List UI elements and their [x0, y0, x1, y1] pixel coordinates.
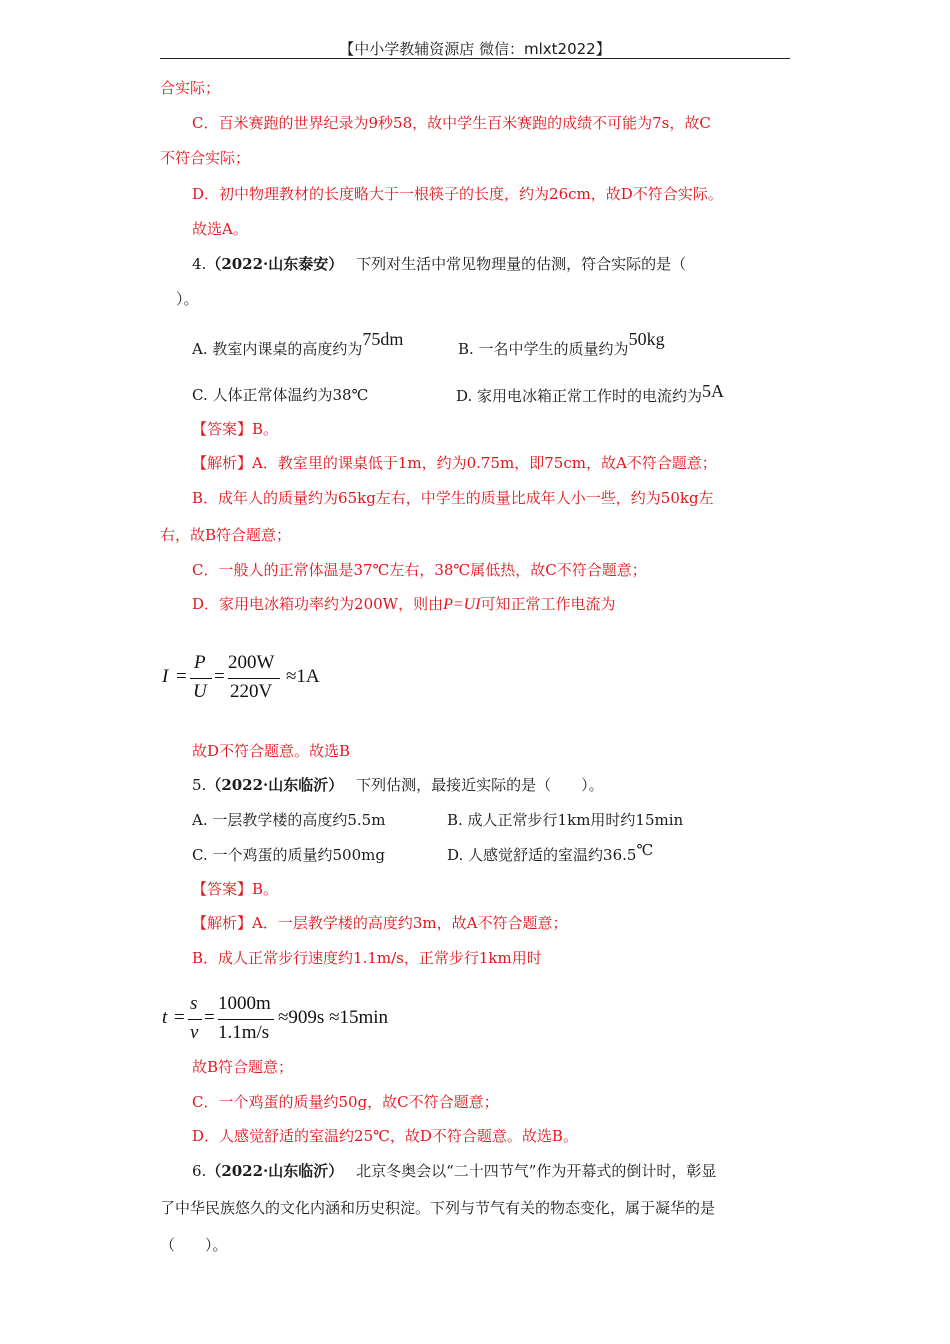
explanation-text: 可知正常工作电流为	[480, 595, 616, 613]
question-5-stem	[192, 775, 604, 795]
fraction-bar	[188, 1019, 202, 1020]
question-text: 了中华民族悠久的文化内涵和历史积淀。下列与节气有关的物态变化，属于凝华的是	[160, 1199, 716, 1217]
text-line: 不符合实际；	[160, 149, 251, 167]
option-b	[458, 329, 665, 359]
fraction-denominator: U	[193, 681, 207, 702]
question-6-stem	[192, 1161, 716, 1181]
fraction-numerator: 1000m	[218, 993, 271, 1014]
fraction-denominator: 220V	[230, 681, 273, 702]
eq-lhs: t	[162, 1007, 168, 1028]
option-label: D. 家用电冰箱正常工作时的电流约为	[456, 387, 703, 405]
fraction	[218, 991, 274, 1047]
question-source: （2022·山东临沂）	[206, 1162, 344, 1180]
question-number: 4.	[192, 255, 207, 273]
answer-value: B。	[252, 420, 279, 438]
explanation-line: B．成人正常步行速度约1.1m/s，正常步行1km用时	[192, 949, 542, 967]
fraction-bar	[218, 1019, 274, 1020]
question-number: 5.	[192, 776, 207, 794]
eq-result: ≈1A	[286, 666, 320, 687]
option-value: 75dm	[362, 329, 404, 349]
eq-lhs: I	[162, 666, 169, 687]
fraction-bar	[228, 678, 280, 679]
answer-line	[192, 879, 278, 899]
explanation-line: 右，故B符合题意；	[160, 526, 292, 544]
fraction-numerator: s	[190, 993, 198, 1014]
question-text: 北京冬奥会以“二十四节气”作为开幕式的倒计时，彰显	[356, 1162, 717, 1180]
option-c: C. 一个鸡蛋的质量约500mg	[192, 846, 385, 864]
explanation-line	[192, 453, 717, 473]
question-text: 下列估测，最接近实际的是（ ）。	[356, 776, 604, 794]
eq-result: ≈909s ≈15min	[278, 1007, 389, 1028]
eq-sign: =	[214, 666, 225, 687]
option-unit: ℃	[636, 841, 654, 859]
option-c: C. 人体正常体温约为38℃	[192, 386, 369, 404]
option-value: 5A	[702, 381, 725, 401]
explanation-line: C．一般人的正常体温是37℃左右，38℃属低热，故C不符合题意；	[192, 561, 647, 579]
explanation-line: 故B符合题意；	[192, 1058, 294, 1076]
fraction-denominator: v	[190, 1022, 199, 1043]
question-4-stem	[192, 254, 686, 274]
text-line: C．百米赛跑的世界纪录为9秒58，故中学生百米赛跑的成绩不可能为7s，故C	[192, 114, 711, 132]
explanation-text: D．家用电冰箱功率约为200W，则由	[192, 595, 444, 613]
answer-value: B。	[252, 880, 279, 898]
option-a: A. 一层教学楼的高度约5.5m	[192, 811, 386, 829]
question-text-end: ）。	[176, 290, 199, 308]
fraction	[188, 991, 202, 1047]
question-number: 6.	[192, 1162, 207, 1180]
option-b: B. 成人正常步行1km用时约15min	[447, 811, 684, 829]
header-divider	[160, 58, 790, 59]
option-label: D. 人感觉舒适的室温约36.5	[447, 846, 637, 864]
explanation-line: C．一个鸡蛋的质量约50g，故C不符合题意；	[192, 1093, 499, 1111]
answer-line	[192, 419, 278, 439]
formula-inline: P=UI	[443, 596, 481, 613]
explanation-line	[192, 594, 616, 615]
explanation-text: A．一层教学楼的高度约3m，故A不符合题意；	[252, 914, 568, 932]
fraction	[228, 650, 280, 706]
question-text: （ ）。	[160, 1236, 228, 1254]
text-line: D．初中物理教材的长度略大于一根筷子的长度，约为26cm，故D不符合实际。	[192, 185, 723, 203]
answer-tag: 【答案】	[192, 880, 253, 898]
equation-current	[160, 650, 340, 710]
eq-sign: =	[174, 1007, 185, 1028]
explanation-tag: 【解析】	[192, 454, 253, 472]
option-label: A. 教室内课桌的高度约为	[192, 340, 363, 358]
explanation-line: D．人感觉舒适的室温约25℃，故D不符合题意。故选B。	[192, 1127, 578, 1145]
explanation-line: 故D不符合题意。故选B	[192, 742, 351, 760]
text-line: 合实际；	[160, 79, 221, 97]
option-d	[456, 381, 725, 406]
option-a	[192, 329, 404, 359]
answer-tag: 【答案】	[192, 420, 253, 438]
option-d	[447, 841, 654, 865]
question-source: （2022·山东临沂）	[206, 776, 344, 794]
equation-time	[160, 991, 420, 1051]
text-line: 故选A。	[192, 220, 248, 238]
question-source: （2022·山东泰安）	[206, 255, 344, 273]
fraction-denominator: 1.1m/s	[218, 1022, 270, 1043]
fraction-numerator: 200W	[228, 652, 275, 673]
fraction-bar	[190, 678, 212, 679]
eq-sign: =	[204, 1007, 215, 1028]
explanation-tag: 【解析】	[192, 914, 253, 932]
explanation-text: A．教室里的课桌低于1m，约为0.75m，即75cm，故A不符合题意；	[252, 454, 717, 472]
fraction	[190, 650, 212, 706]
question-text: 下列对生活中常见物理量的估测，符合实际的是（	[356, 255, 687, 273]
fraction-numerator: P	[194, 652, 206, 673]
option-label: B. 一名中学生的质量约为	[458, 340, 629, 358]
explanation-line	[192, 913, 567, 933]
eq-sign: =	[176, 666, 187, 687]
page-header: 【中小学教辅资源店 微信：mlxt2022】	[339, 40, 611, 58]
explanation-line: B．成年人的质量约为65kg左右，中学生的质量比成年人小一些，约为50kg左	[192, 489, 714, 507]
option-value: 50kg	[628, 329, 665, 349]
